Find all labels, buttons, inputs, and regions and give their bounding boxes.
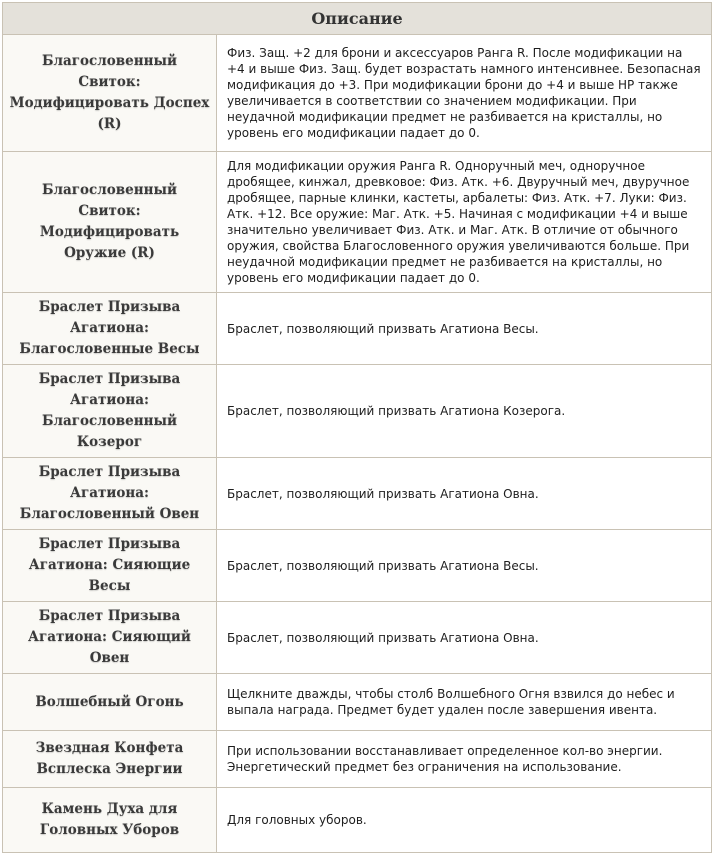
item-name: Волшебный Огонь <box>3 674 217 731</box>
table-row <box>3 35 712 152</box>
table-row <box>3 674 712 731</box>
item-name: Звездная Конфета Всплеска Энергии <box>3 731 217 788</box>
item-description: При использовании восстанавливает определенное кол-во энергии. Энергетический предмет без ограничения на использование. <box>217 731 712 788</box>
item-name: Браслет Призыва Агатиона: Сияющие Весы <box>3 530 217 602</box>
table-row <box>3 788 712 853</box>
item-name: Камень Духа для Головных Уборов <box>3 788 217 853</box>
item-name: Благословенный Свиток: Модифицировать Доспех (R) <box>3 35 217 152</box>
table-row <box>3 293 712 365</box>
table-row <box>3 530 712 602</box>
description-header: Описание <box>3 3 712 35</box>
table-header-row <box>3 3 712 35</box>
item-description: Для головных уборов. <box>217 788 712 853</box>
item-description: Щелкните дважды, чтобы столб Волшебного Огня взвился до небес и выпала награда. Предмет будет удален после завершения ивента. <box>217 674 712 731</box>
item-name: Браслет Призыва Агатиона: Благословенные Весы <box>3 293 217 365</box>
item-name: Браслет Призыва Агатиона: Сияющий Овен <box>3 602 217 674</box>
item-name: Благословенный Свиток: Модифицировать Оружие (R) <box>3 152 217 293</box>
item-name: Браслет Призыва Агатиона: Благословенный Овен <box>3 458 217 530</box>
item-description: Браслет, позволяющий призвать Агатиона Весы. <box>217 293 712 365</box>
item-description: Физ. Защ. +2 для брони и аксессуаров Ранга R. После модификации на +4 и выше Физ. Защ. будет возрастать намного интенсивнее. Безопасная модификация до +3. При модификации брони до +4 и выше HP также увеличивается в соответствии со значением модификации. При неудачной модификации предмет не разбивается на кристаллы, но уровень его модификации падает до 0. <box>217 35 712 152</box>
item-name: Браслет Призыва Агатиона: Благословенный Козерог <box>3 365 217 458</box>
item-description-table <box>2 2 712 853</box>
item-description: Браслет, позволяющий призвать Агатиона Весы. <box>217 530 712 602</box>
item-description: Браслет, позволяющий призвать Агатиона Козерога. <box>217 365 712 458</box>
item-description: Для модификации оружия Ранга R. Одноручный меч, одноручное дробящее, кинжал, древковое: Физ. Атк. +6. Двуручный меч, двуручное дробящее, парные клинки, кастеты, арбалеты: Физ. Атк. +7. Луки: Физ. Атк. +12. Все оружие: Маг. Атк. +5. Начиная с модификации +4 и выше значительно увеличивает Физ. Атк. и Маг. Атк. В отличие от обычного оружия, свойства Благословенного оружия увеличиваются больше. При неудачной модификации предмет не разбивается на кристаллы, но уровень его модификации падает до 0. <box>217 152 712 293</box>
table-row <box>3 731 712 788</box>
table-row <box>3 458 712 530</box>
item-description: Браслет, позволяющий призвать Агатиона Овна. <box>217 602 712 674</box>
table-row <box>3 365 712 458</box>
table-row <box>3 152 712 293</box>
table-row <box>3 602 712 674</box>
item-description: Браслет, позволяющий призвать Агатиона Овна. <box>217 458 712 530</box>
